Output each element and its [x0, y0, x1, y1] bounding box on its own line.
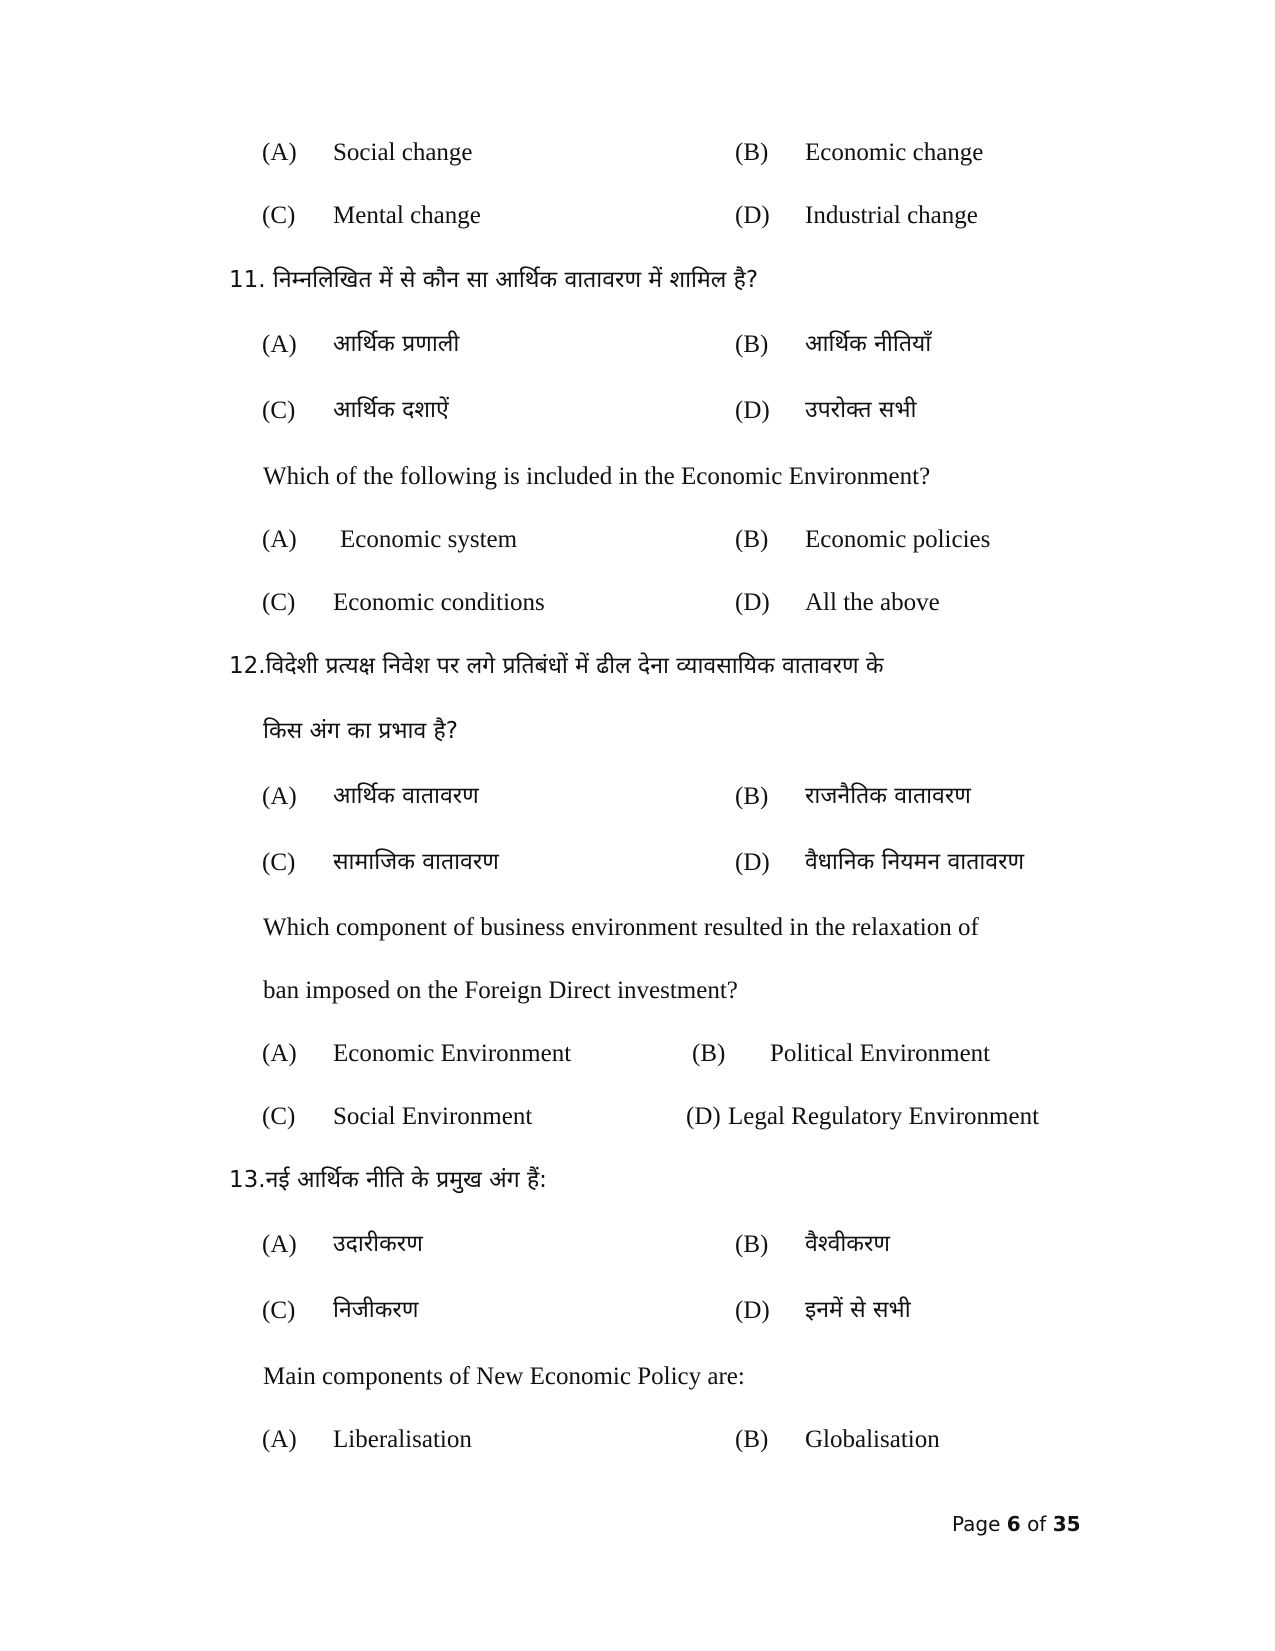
- q11-hindi-option-c-label: (C): [262, 397, 296, 424]
- q12-hindi-option-c-label: (C): [262, 849, 296, 876]
- q12-english-option-a: Economic Environment: [333, 1040, 572, 1067]
- q12-english-option-b-label: (B): [692, 1040, 726, 1067]
- q13-hindi-option-c-label: (C): [262, 1297, 296, 1324]
- q11-hindi-option-a: आर्थिक प्रणाली: [333, 331, 460, 357]
- q11-hindi-option-b: आर्थिक नीतियाँ: [805, 331, 932, 357]
- q12-question-hindi-line1: 12.विदेशी प्रत्यक्ष निवेश पर लगे प्रतिबंधों में ढील देना व्यावसायिक वातावरण के: [229, 653, 884, 679]
- q11-hindi-option-b-label: (B): [735, 331, 769, 358]
- q12-english-option-d-label: (D): [686, 1103, 721, 1130]
- q10-option-c: Mental change: [333, 202, 481, 229]
- q11-hindi-option-a-label: (A): [262, 331, 297, 358]
- q12-english-option-a-label: (A): [262, 1040, 297, 1067]
- q11-english-option-b: Economic policies: [805, 526, 991, 553]
- q12-question-english-line2: ban imposed on the Foreign Direct investment?: [263, 977, 738, 1004]
- q11-english-option-a: Economic system: [340, 526, 518, 553]
- q13-question-english: Main components of New Economic Policy are:: [263, 1363, 745, 1390]
- q12-hindi-option-d-label: (D): [735, 849, 770, 876]
- page-counter: [952, 1512, 1081, 1536]
- q13-english-option-b-label: (B): [735, 1426, 769, 1453]
- page-number: 6: [1006, 1512, 1021, 1536]
- q11-english-option-c: Economic conditions: [333, 589, 545, 616]
- q10-option-a-label: (A): [262, 139, 297, 166]
- q12-hindi-option-b: राजनैतिक वातावरण: [805, 783, 971, 809]
- q12-hindi-option-a: आर्थिक वातावरण: [333, 783, 479, 809]
- q11-english-option-c-label: (C): [262, 589, 296, 616]
- q11-hindi-option-d-label: (D): [735, 397, 770, 424]
- total-pages: 35: [1052, 1512, 1081, 1536]
- q12-english-option-b: Political Environment: [770, 1040, 991, 1067]
- q13-english-option-a: Liberalisation: [333, 1426, 472, 1453]
- page-word: Page: [952, 1512, 1001, 1536]
- q10-option-b-label: (B): [735, 139, 769, 166]
- q12-hindi-option-c: सामाजिक वातावरण: [333, 849, 499, 875]
- q11-question-hindi: 11. निम्नलिखित में से कौन सा आर्थिक वातावरण में शामिल है?: [229, 267, 759, 293]
- q12-english-option-c-label: (C): [262, 1103, 296, 1130]
- q13-hindi-option-d: इनमें से सभी: [805, 1297, 911, 1323]
- q13-hindi-option-a: उदारीकरण: [333, 1231, 423, 1257]
- q11-english-option-d: All the above: [805, 589, 940, 616]
- q12-question-hindi-line2: किस अंग का प्रभाव है?: [263, 718, 458, 744]
- of-word: of: [1027, 1512, 1047, 1536]
- q13-english-option-a-label: (A): [262, 1426, 297, 1453]
- q13-english-option-b: Globalisation: [805, 1426, 940, 1453]
- q13-hindi-option-d-label: (D): [735, 1297, 770, 1324]
- q11-question-english: Which of the following is included in the Economic Environment?: [263, 463, 931, 490]
- q10-option-b: Economic change: [805, 139, 984, 166]
- q11-english-option-d-label: (D): [735, 589, 770, 616]
- q12-hindi-option-b-label: (B): [735, 783, 769, 810]
- q12-hindi-option-a-label: (A): [262, 783, 297, 810]
- q13-hindi-option-b: वैश्वीकरण: [805, 1231, 891, 1257]
- q11-english-option-a-label: (A): [262, 526, 297, 553]
- q10-option-c-label: (C): [262, 202, 296, 229]
- q12-english-option-c: Social Environment: [333, 1103, 533, 1130]
- q13-hindi-option-a-label: (A): [262, 1231, 297, 1258]
- q10-option-d-label: (D): [735, 202, 770, 229]
- q12-english-option-d: Legal Regulatory Environment: [728, 1103, 1040, 1130]
- q13-hindi-option-c: निजीकरण: [333, 1297, 419, 1323]
- q10-option-a: Social change: [333, 139, 473, 166]
- q13-hindi-option-b-label: (B): [735, 1231, 769, 1258]
- q13-question-hindi: 13.नई आर्थिक नीति के प्रमुख अंग हैं:: [229, 1167, 547, 1193]
- q11-english-option-b-label: (B): [735, 526, 769, 553]
- q12-question-english-line1: Which component of business environment resulted in the relaxation of: [263, 914, 979, 941]
- q11-hindi-option-d: उपरोक्त सभी: [805, 397, 917, 423]
- q12-hindi-option-d: वैधानिक नियमन वातावरण: [805, 849, 1025, 875]
- q10-option-d: Industrial change: [805, 202, 978, 229]
- q11-hindi-option-c: आर्थिक दशाऐं: [333, 397, 449, 423]
